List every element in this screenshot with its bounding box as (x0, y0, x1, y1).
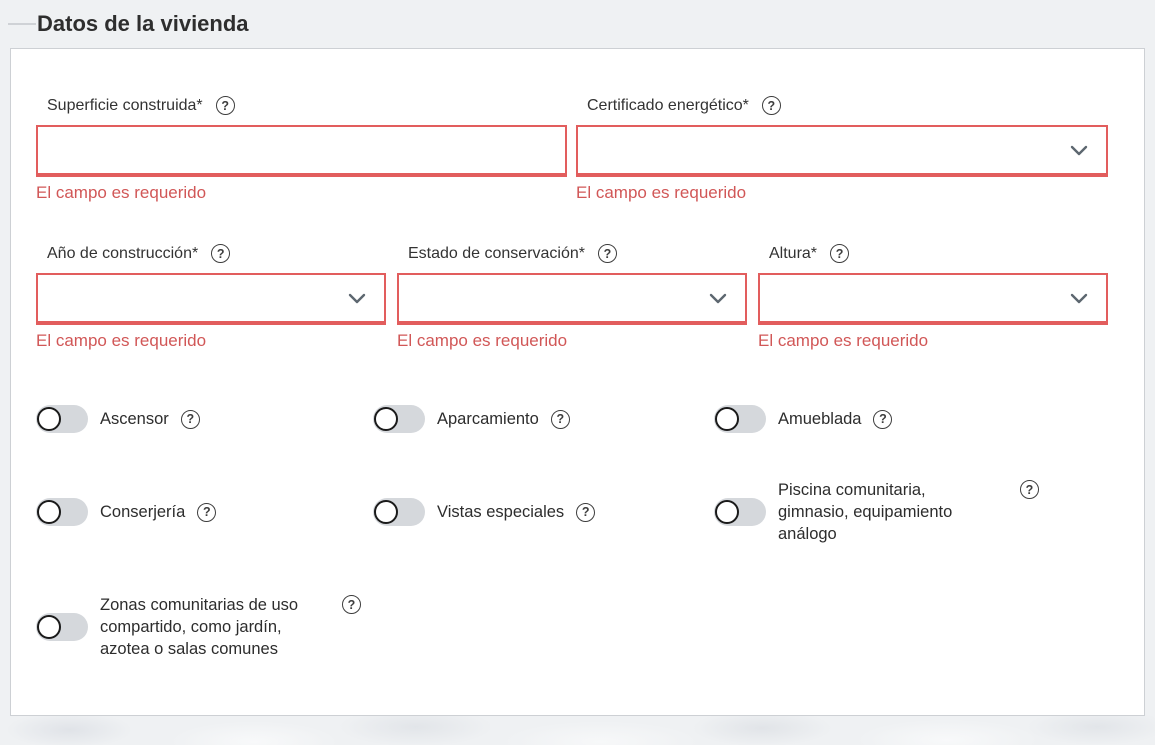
field-error: El campo es requerido (758, 331, 929, 350)
toggle-label: Piscina comunitaria, gimnasio, equipamiento análogo (778, 481, 953, 543)
help-icon[interactable]: ? (181, 410, 200, 429)
help-icon[interactable]: ? (342, 595, 361, 614)
ascensor-toggle[interactable] (36, 405, 88, 433)
toggle-label: Aparcamiento (437, 409, 539, 428)
help-icon[interactable]: ? (873, 410, 892, 429)
field-error: El campo es requerido (397, 331, 568, 350)
chevron-down-icon (1068, 287, 1090, 309)
section-header (0, 0, 1155, 38)
field-superficie-construida (36, 96, 567, 203)
toggle-label: Ascensor (100, 409, 169, 428)
toggle-knob (37, 407, 61, 431)
conserjeria-toggle[interactable] (36, 498, 88, 526)
help-icon[interactable]: ? (216, 96, 235, 115)
superficie-construida-input[interactable] (38, 127, 565, 173)
help-icon[interactable]: ? (551, 410, 570, 429)
help-icon[interactable]: ? (1020, 480, 1039, 499)
page-title: Datos de la vivienda (37, 11, 249, 36)
toggle-knob (374, 407, 398, 431)
chevron-down-icon (1068, 139, 1090, 161)
field-error: El campo es requerido (36, 331, 207, 350)
zonas-comunitarias-toggle[interactable] (36, 613, 88, 641)
toggle-knob (715, 500, 739, 524)
field-label: Superficie construida* (47, 96, 203, 114)
help-icon[interactable]: ? (762, 96, 781, 115)
field-label: Certificado energético* (587, 96, 749, 114)
toggle-label: Conserjería (100, 502, 186, 521)
field-certificado-energetico (576, 96, 1108, 203)
aparcamiento-toggle[interactable] (373, 405, 425, 433)
field-altura (758, 244, 1108, 351)
toggle-knob (715, 407, 739, 431)
vistas-especiales-toggle[interactable] (373, 498, 425, 526)
estado-conservacion-select[interactable] (397, 273, 747, 325)
field-error: El campo es requerido (576, 183, 747, 202)
field-label: Estado de conservación* (408, 244, 585, 262)
legend-line (8, 23, 36, 25)
help-icon[interactable]: ? (598, 244, 617, 263)
field-estado-conservacion (397, 244, 747, 351)
field-error: El campo es requerido (36, 183, 207, 202)
certificado-energetico-select[interactable] (576, 125, 1108, 177)
altura-select[interactable] (758, 273, 1108, 325)
field-label: Altura* (769, 244, 818, 262)
toggle-label: Amueblada (778, 409, 862, 428)
help-icon[interactable]: ? (197, 503, 216, 522)
chevron-down-icon (707, 287, 729, 309)
ano-construccion-select[interactable] (36, 273, 386, 325)
toggle-knob (374, 500, 398, 524)
field-ano-construccion (36, 244, 386, 351)
toggle-label: Vistas especiales (437, 502, 565, 521)
help-icon[interactable]: ? (211, 244, 230, 263)
help-icon[interactable]: ? (830, 244, 849, 263)
toggle-label: Zonas comunitarias de uso compartido, como jardín, azotea o salas comunes (100, 596, 299, 658)
toggle-knob (37, 500, 61, 524)
help-icon[interactable]: ? (576, 503, 595, 522)
piscina-comunitaria-toggle[interactable] (714, 498, 766, 526)
chevron-down-icon (346, 287, 368, 309)
field-label: Año de construcción* (47, 244, 199, 262)
amueblada-toggle[interactable] (714, 405, 766, 433)
datos-vivienda-panel (10, 48, 1145, 716)
toggle-knob (37, 615, 61, 639)
